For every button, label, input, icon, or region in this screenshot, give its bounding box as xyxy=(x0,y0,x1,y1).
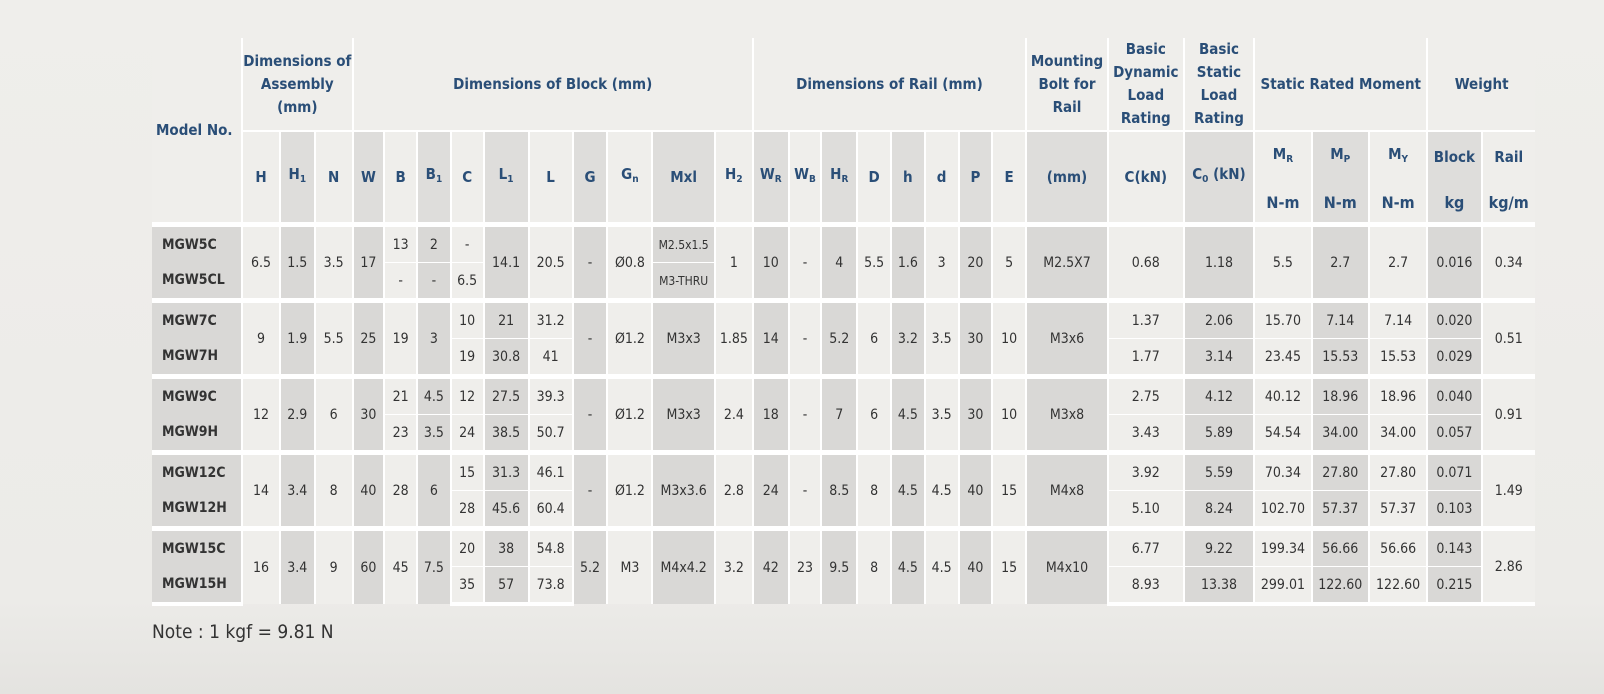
cell-C0: 5.89 xyxy=(1184,415,1255,453)
cell-rail: 0.34 xyxy=(1482,225,1536,301)
sym-h: h xyxy=(891,131,925,225)
cell-H2: 2.8 xyxy=(715,453,753,529)
header-basic-dynamic: Basic Dynamic Load Rating xyxy=(1108,38,1184,131)
cell-rail: 2.86 xyxy=(1482,529,1536,605)
unit-nm-my: N-m xyxy=(1369,182,1427,225)
model-cell: MGW7C xyxy=(152,301,242,339)
cell-Cd: 8.93 xyxy=(1108,567,1184,605)
model-cell: MGW9H xyxy=(152,415,242,453)
cell-C: 20 xyxy=(451,529,484,567)
cell-G: - xyxy=(573,453,608,529)
cell-WR: 24 xyxy=(753,453,789,529)
cell-bolt: M2.5X7 xyxy=(1026,225,1108,301)
cell-h: 1.6 xyxy=(891,225,925,301)
unit-kg: kg xyxy=(1427,182,1481,225)
cell-W: 40 xyxy=(353,453,385,529)
cell-P: 20 xyxy=(959,225,993,301)
cell-G: - xyxy=(573,225,608,301)
table-row xyxy=(152,225,1535,263)
cell-MR: 299.01 xyxy=(1254,567,1311,605)
cell-C0: 3.14 xyxy=(1184,339,1255,377)
cell-MR: 5.5 xyxy=(1254,225,1311,301)
cell-C: - xyxy=(451,225,484,263)
cell-G: - xyxy=(573,301,608,377)
cell-Cd: 1.37 xyxy=(1108,301,1184,339)
sym-C: C xyxy=(451,131,484,225)
cell-MP: 27.80 xyxy=(1312,453,1369,491)
model-cell: MGW12H xyxy=(152,491,242,529)
unit-nm-mp: N-m xyxy=(1312,182,1369,225)
unit-mm: (mm) xyxy=(1026,131,1108,225)
cell-MP: 18.96 xyxy=(1312,377,1369,415)
cell-Cd: 5.10 xyxy=(1108,491,1184,529)
cell-bolt: M4x8 xyxy=(1026,453,1108,529)
cell-C0: 9.22 xyxy=(1184,529,1255,567)
cell-Mxl: M3-THRU xyxy=(652,263,714,301)
cell-WB: - xyxy=(789,225,822,301)
cell-MY: 2.7 xyxy=(1369,225,1427,301)
cell-WB: 23 xyxy=(789,529,822,605)
cell-G: - xyxy=(573,377,608,453)
cell-C: 35 xyxy=(451,567,484,605)
cell-MR: 102.70 xyxy=(1254,491,1311,529)
cell-h: 4.5 xyxy=(891,453,925,529)
cell-d: 3.5 xyxy=(925,301,959,377)
cell-bolt: M3x8 xyxy=(1026,377,1108,453)
cell-W: 30 xyxy=(353,377,385,453)
cell-MP: 34.00 xyxy=(1312,415,1369,453)
model-cell: MGW7H xyxy=(152,339,242,377)
cell-h: 4.5 xyxy=(891,377,925,453)
cell-block: 0.020 xyxy=(1427,301,1481,339)
sym-W: W xyxy=(353,131,385,225)
cell-B1: 4.5 xyxy=(417,377,451,415)
cell-P: 40 xyxy=(959,453,993,529)
cell-MP: 122.60 xyxy=(1312,567,1369,605)
sym-MP: $M_P$ xyxy=(1312,131,1369,182)
cell-C: 15 xyxy=(451,453,484,491)
cell-C0: 8.24 xyxy=(1184,491,1255,529)
cell-L1: 38.5 xyxy=(484,415,529,453)
cell-L: 50.7 xyxy=(529,415,573,453)
cell-h: 4.5 xyxy=(891,529,925,605)
cell-H2: 1.85 xyxy=(715,301,753,377)
cell-MR: 199.34 xyxy=(1254,529,1311,567)
cell-WR: 18 xyxy=(753,377,789,453)
header-static-moment: Static Rated Moment xyxy=(1254,38,1427,131)
cell-HR: 4 xyxy=(821,225,857,301)
unit-nm-mr: N-m xyxy=(1254,182,1311,225)
cell-L1: 21 xyxy=(484,301,529,339)
cell-H1: 1.9 xyxy=(280,301,315,377)
cell-L1: 38 xyxy=(484,529,529,567)
cell-MP: 7.14 xyxy=(1312,301,1369,339)
cell-H: 14 xyxy=(242,453,280,529)
cell-B1: - xyxy=(417,263,451,301)
cell-Gn: Ø1.2 xyxy=(607,453,652,529)
cell-Mxl: M4x4.2 xyxy=(652,529,714,605)
cell-WR: 14 xyxy=(753,301,789,377)
cell-L: 39.3 xyxy=(529,377,573,415)
sym-d: d xyxy=(925,131,959,225)
cell-B: 23 xyxy=(384,415,417,453)
cell-Gn: Ø1.2 xyxy=(607,301,652,377)
cell-Gn: Ø0.8 xyxy=(607,225,652,301)
cell-N: 5.5 xyxy=(315,301,353,377)
model-cell: MGW5CL xyxy=(152,263,242,301)
header-dims-assembly: Dimensions of Assembly (mm) xyxy=(242,38,353,131)
cell-L: 46.1 xyxy=(529,453,573,491)
cell-H: 16 xyxy=(242,529,280,605)
cell-N: 8 xyxy=(315,453,353,529)
unit-c: C(kN) xyxy=(1108,131,1184,225)
cell-MY: 122.60 xyxy=(1369,567,1427,605)
cell-HR: 5.2 xyxy=(821,301,857,377)
header-basic-static: Basic Static Load Rating xyxy=(1184,38,1255,131)
sym-WR: $W_R$ xyxy=(753,131,789,225)
cell-block: 0.071 xyxy=(1427,453,1481,491)
cell-MR: 15.70 xyxy=(1254,301,1311,339)
sym-L: L xyxy=(529,131,573,225)
footnote: Note : 1 kgf = 9.81 N xyxy=(152,621,334,643)
cell-D: 8 xyxy=(857,529,891,605)
cell-MR: 54.54 xyxy=(1254,415,1311,453)
cell-HR: 9.5 xyxy=(821,529,857,605)
cell-L: 41 xyxy=(529,339,573,377)
cell-Mxl: M3x3.6 xyxy=(652,453,714,529)
cell-P: 30 xyxy=(959,377,993,453)
mgw-spec-table xyxy=(152,38,1535,606)
cell-W: 60 xyxy=(353,529,385,605)
cell-D: 6 xyxy=(857,377,891,453)
cell-B1: 7.5 xyxy=(417,529,451,605)
cell-d: 3.5 xyxy=(925,377,959,453)
sym-Gn: $G_n$ xyxy=(607,131,652,225)
model-cell: MGW5C xyxy=(152,225,242,263)
cell-B1: 2 xyxy=(417,225,451,263)
cell-h: 3.2 xyxy=(891,301,925,377)
cell-Mxl: M2.5x1.5 xyxy=(652,225,714,263)
cell-MR: 23.45 xyxy=(1254,339,1311,377)
sym-MR: $M_R$ xyxy=(1254,131,1311,182)
cell-B: 28 xyxy=(384,453,417,529)
cell-W: 25 xyxy=(353,301,385,377)
cell-d: 4.5 xyxy=(925,453,959,529)
weight-block-label: Block xyxy=(1427,131,1481,182)
table-body xyxy=(152,225,1535,605)
cell-H1: 3.4 xyxy=(280,453,315,529)
sym-G: G xyxy=(573,131,608,225)
cell-MY: 27.80 xyxy=(1369,453,1427,491)
cell-L1: 31.3 xyxy=(484,453,529,491)
cell-P: 40 xyxy=(959,529,993,605)
cell-C: 24 xyxy=(451,415,484,453)
cell-Gn: M3 xyxy=(607,529,652,605)
cell-C: 19 xyxy=(451,339,484,377)
cell-E: 15 xyxy=(992,453,1026,529)
cell-N: 9 xyxy=(315,529,353,605)
sym-E: E xyxy=(992,131,1026,225)
cell-N: 3.5 xyxy=(315,225,353,301)
sym-Mxl: Mxl xyxy=(652,131,714,225)
sym-L1: $L_1$ xyxy=(484,131,529,225)
cell-C: 12 xyxy=(451,377,484,415)
cell-L: 20.5 xyxy=(529,225,573,301)
cell-B1: 3 xyxy=(417,301,451,377)
cell-Cd: 6.77 xyxy=(1108,529,1184,567)
cell-MR: 40.12 xyxy=(1254,377,1311,415)
sym-H2: $H_2$ xyxy=(715,131,753,225)
table-row xyxy=(152,301,1535,339)
cell-L: 31.2 xyxy=(529,301,573,339)
header-dims-block: Dimensions of Block (mm) xyxy=(353,38,753,131)
cell-L: 60.4 xyxy=(529,491,573,529)
cell-D: 5.5 xyxy=(857,225,891,301)
cell-L1: 57 xyxy=(484,567,529,605)
cell-HR: 7 xyxy=(821,377,857,453)
cell-C: 28 xyxy=(451,491,484,529)
cell-N: 6 xyxy=(315,377,353,453)
cell-Gn: Ø1.2 xyxy=(607,377,652,453)
cell-Mxl: M3x3 xyxy=(652,377,714,453)
unit-kgm: kg/m xyxy=(1482,182,1536,225)
cell-bolt: M3x6 xyxy=(1026,301,1108,377)
cell-WR: 10 xyxy=(753,225,789,301)
sym-N: N xyxy=(315,131,353,225)
cell-WR: 42 xyxy=(753,529,789,605)
weight-rail-label: Rail xyxy=(1482,131,1536,182)
sym-H1: $H_1$ xyxy=(280,131,315,225)
cell-B1: 3.5 xyxy=(417,415,451,453)
model-cell: MGW15H xyxy=(152,567,242,605)
table-row xyxy=(152,377,1535,415)
cell-MY: 18.96 xyxy=(1369,377,1427,415)
cell-Cd: 3.92 xyxy=(1108,453,1184,491)
cell-block: 0.016 xyxy=(1427,225,1481,301)
sym-B1: $B_1$ xyxy=(417,131,451,225)
cell-H: 12 xyxy=(242,377,280,453)
cell-C0: 13.38 xyxy=(1184,567,1255,605)
cell-MY: 15.53 xyxy=(1369,339,1427,377)
cell-H2: 1 xyxy=(715,225,753,301)
cell-HR: 8.5 xyxy=(821,453,857,529)
cell-d: 4.5 xyxy=(925,529,959,605)
header-dims-rail: Dimensions of Rail (mm) xyxy=(753,38,1026,131)
cell-MP: 57.37 xyxy=(1312,491,1369,529)
cell-L1: 27.5 xyxy=(484,377,529,415)
table-row xyxy=(152,453,1535,491)
cell-Cd: 0.68 xyxy=(1108,225,1184,301)
cell-L1: 14.1 xyxy=(484,225,529,301)
cell-E: 5 xyxy=(992,225,1026,301)
cell-C0: 4.12 xyxy=(1184,377,1255,415)
header-model-no: Model No. xyxy=(152,38,242,225)
cell-d: 3 xyxy=(925,225,959,301)
cell-W: 17 xyxy=(353,225,385,301)
sym-P: P xyxy=(959,131,993,225)
cell-E: 10 xyxy=(992,377,1026,453)
cell-rail: 0.51 xyxy=(1482,301,1536,377)
cell-Cd: 3.43 xyxy=(1108,415,1184,453)
cell-C0: 1.18 xyxy=(1184,225,1255,301)
cell-B: 21 xyxy=(384,377,417,415)
cell-B: 19 xyxy=(384,301,417,377)
cell-C: 6.5 xyxy=(451,263,484,301)
cell-WB: - xyxy=(789,301,822,377)
cell-block: 0.040 xyxy=(1427,377,1481,415)
model-cell: MGW12C xyxy=(152,453,242,491)
cell-MY: 7.14 xyxy=(1369,301,1427,339)
cell-B: - xyxy=(384,263,417,301)
cell-L1: 45.6 xyxy=(484,491,529,529)
spec-table-wrapper xyxy=(152,38,1535,606)
model-cell: MGW9C xyxy=(152,377,242,415)
cell-L1: 30.8 xyxy=(484,339,529,377)
cell-C: 10 xyxy=(451,301,484,339)
cell-D: 8 xyxy=(857,453,891,529)
cell-Cd: 2.75 xyxy=(1108,377,1184,415)
header-weight: Weight xyxy=(1427,38,1535,131)
unit-c0: $C_0$ (kN) xyxy=(1184,131,1255,225)
cell-MR: 70.34 xyxy=(1254,453,1311,491)
cell-MP: 56.66 xyxy=(1312,529,1369,567)
cell-H1: 2.9 xyxy=(280,377,315,453)
cell-MP: 15.53 xyxy=(1312,339,1369,377)
cell-C0: 2.06 xyxy=(1184,301,1255,339)
cell-H2: 3.2 xyxy=(715,529,753,605)
cell-H1: 1.5 xyxy=(280,225,315,301)
cell-Cd: 1.77 xyxy=(1108,339,1184,377)
sym-MY: $M_Y$ xyxy=(1369,131,1427,182)
cell-H1: 3.4 xyxy=(280,529,315,605)
cell-rail: 0.91 xyxy=(1482,377,1536,453)
cell-rail: 1.49 xyxy=(1482,453,1536,529)
sym-D: D xyxy=(857,131,891,225)
cell-E: 15 xyxy=(992,529,1026,605)
cell-G: 5.2 xyxy=(573,529,608,605)
cell-H: 9 xyxy=(242,301,280,377)
sym-HR: $H_R$ xyxy=(821,131,857,225)
table-row xyxy=(152,529,1535,567)
cell-MY: 57.37 xyxy=(1369,491,1427,529)
cell-B: 45 xyxy=(384,529,417,605)
cell-MP: 2.7 xyxy=(1312,225,1369,301)
cell-block: 0.029 xyxy=(1427,339,1481,377)
cell-WB: - xyxy=(789,377,822,453)
cell-block: 0.215 xyxy=(1427,567,1481,605)
model-cell: MGW15C xyxy=(152,529,242,567)
cell-bolt: M4x10 xyxy=(1026,529,1108,605)
cell-block: 0.103 xyxy=(1427,491,1481,529)
sym-WB: $W_B$ xyxy=(789,131,822,225)
header-mounting-bolt: Mounting Bolt for Rail xyxy=(1026,38,1108,131)
cell-L: 54.8 xyxy=(529,529,573,567)
cell-MY: 34.00 xyxy=(1369,415,1427,453)
cell-E: 10 xyxy=(992,301,1026,377)
cell-block: 0.143 xyxy=(1427,529,1481,567)
cell-WB: - xyxy=(789,453,822,529)
cell-H: 6.5 xyxy=(242,225,280,301)
table-header xyxy=(152,38,1535,225)
sym-B: B xyxy=(384,131,417,225)
cell-MY: 56.66 xyxy=(1369,529,1427,567)
cell-P: 30 xyxy=(959,301,993,377)
cell-L: 73.8 xyxy=(529,567,573,605)
cell-block: 0.057 xyxy=(1427,415,1481,453)
cell-H2: 2.4 xyxy=(715,377,753,453)
cell-B: 13 xyxy=(384,225,417,263)
cell-C0: 5.59 xyxy=(1184,453,1255,491)
cell-Mxl: M3x3 xyxy=(652,301,714,377)
cell-B1: 6 xyxy=(417,453,451,529)
cell-D: 6 xyxy=(857,301,891,377)
sym-H: H xyxy=(242,131,280,225)
